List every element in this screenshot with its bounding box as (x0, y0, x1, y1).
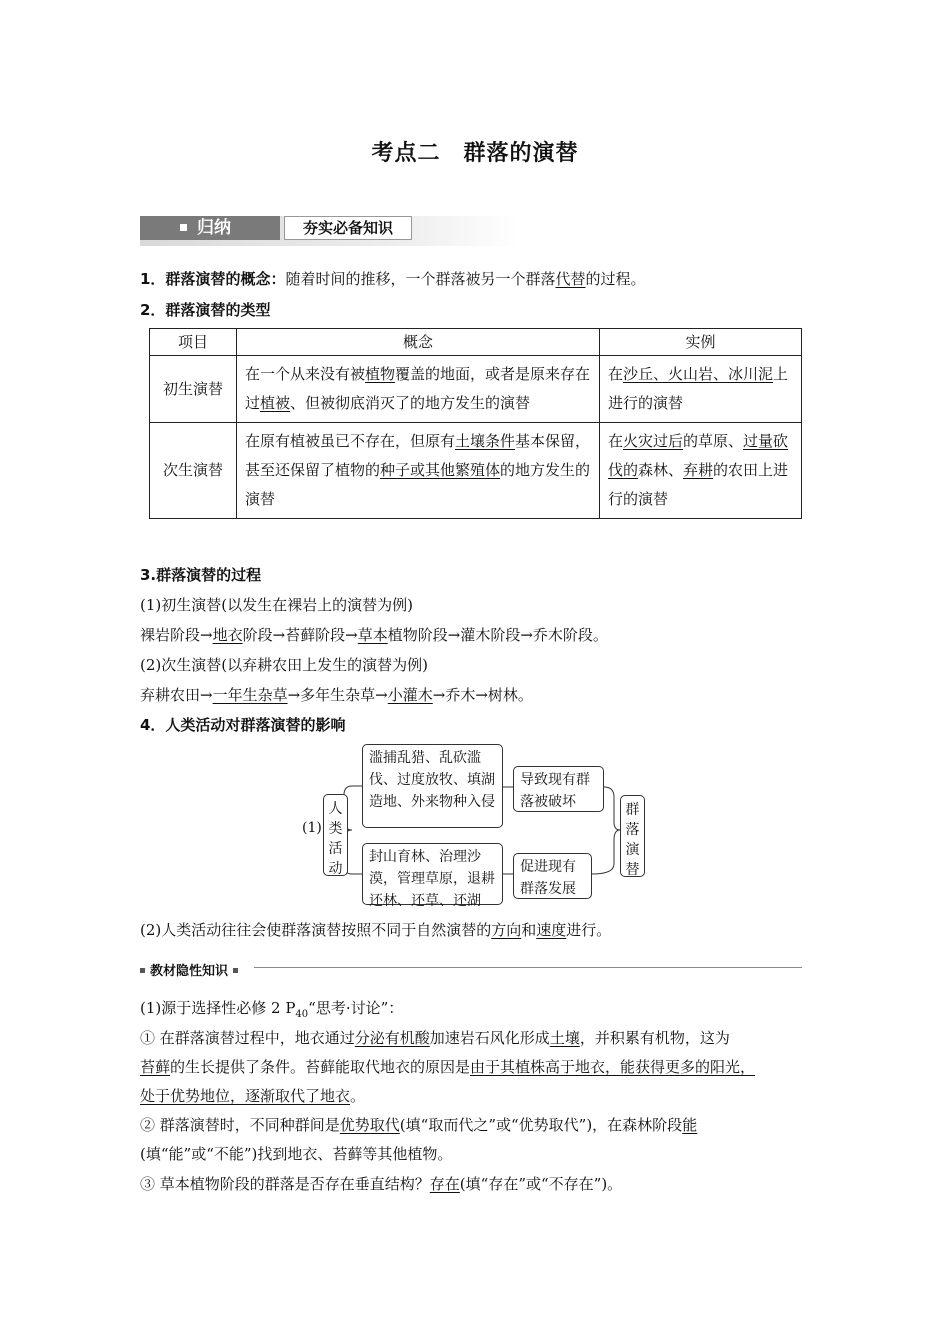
page-title: 考点二 群落的演替 (371, 141, 579, 166)
table-row (150, 356, 802, 423)
row-concept: 在原有植被虽已不存在，但原有土壤条件基本保留，甚至还保留了植物的种子或其他繁殖体的地方发生的演替 (237, 423, 600, 519)
row-name: 初生演替 (150, 356, 237, 423)
restorative-activities-box: 封山育林、治理沙漠，管理草原，退耕还林、还草、还湖 (362, 843, 503, 905)
development-result-box: 促进现有群落发展 (513, 853, 592, 899)
table-row (150, 423, 802, 519)
diagram-label: (1) (302, 820, 322, 836)
header-concept: 概念 (237, 329, 600, 356)
primary-heading: (1)初生演替(以发生在裸岩上的演替为例) (140, 596, 413, 614)
human-activity-box: 人类活动 (323, 794, 348, 876)
destructive-activities-box: 滥捕乱猎、乱砍滥伐、过度放牧、填湖造地、外来物种入侵 (362, 744, 503, 828)
question-1-line-2: 苔藓的生长提供了条件。苔藓能取代地衣的原因是由于其植株高于地衣，能获得更多的阳光， (140, 1058, 756, 1076)
table-header-row (150, 329, 802, 356)
row-example: 在火灾过后的草原、过量砍伐的森林、弃耕的农田上进行的演替 (600, 423, 802, 519)
row-concept: 在一个从来没有被植物覆盖的地面，或者是原来存在过植被、但被彻底消灭了的地方发生的演替 (237, 356, 600, 423)
secondary-heading: (2)次生演替(以弃耕农田上发生的演替为例) (140, 656, 428, 674)
banner-dark-label: 归纳 (140, 216, 280, 240)
destruction-result-box: 导致现有群落被破坏 (513, 766, 604, 812)
square-icon (180, 224, 187, 231)
question-3-line: ③ 草本植物阶段的群落是否存在垂直结构？存在(填“存在”或“不存在”)。 (140, 1175, 623, 1193)
human-impact-heading: 4．人类活动对群落演替的影响 (140, 716, 346, 734)
succession-types-table (149, 328, 802, 519)
concept-paragraph: 1．群落演替的概念：随着时间的推移，一个群落被另一个群落代替的过程。 (140, 270, 646, 288)
secondary-sequence: 弃耕农田→一年生杂草→多年生杂草→小灌木→乔木→树林。 (140, 686, 533, 704)
question-2-line-2: (填“能”或“不能”)找到地衣、苔藓等其他植物。 (140, 1145, 453, 1163)
question-2-line-1: ② 群落演替时，不同种群间是优势取代(填“取而代之”或“优势取代”)，在森林阶段能 (140, 1116, 698, 1134)
source-line: (1)源于选择性必修 2 $P_{40}“$思考·讨论”： (140, 999, 404, 1020)
header-example: 实例 (600, 329, 802, 356)
section-divider (254, 967, 802, 968)
square-icon (233, 968, 238, 973)
human-impact-direction: (2)人类活动往往会使群落演替按照不同于自然演替的方向和速度进行。 (140, 921, 612, 939)
types-heading: 2．群落演替的类型 (140, 301, 271, 319)
question-1-line-1: ① 在群落演替过程中，地衣通过分泌有机酸加速岩石风化形成土壤，并积累有机物，这为 (140, 1029, 730, 1047)
question-1-line-3: 处于优势地位，逐渐取代了地衣。 (140, 1087, 366, 1105)
hidden-knowledge-heading: 教材隐性知识 (140, 960, 238, 979)
square-icon (140, 968, 145, 973)
primary-sequence: 裸岩阶段→地衣阶段→苔藓阶段→草本植物阶段→灌木阶段→乔木阶段。 (140, 626, 608, 644)
row-name: 次生演替 (150, 423, 237, 519)
process-heading: 3.群落演替的过程 (140, 566, 262, 584)
banner-light-label: 夯实必备知识 (284, 216, 412, 240)
succession-box: 群落演替 (620, 795, 645, 877)
row-example: 在沙丘、火山岩、冰川泥上进行的演替 (600, 356, 802, 423)
header-item: 项目 (150, 329, 237, 356)
